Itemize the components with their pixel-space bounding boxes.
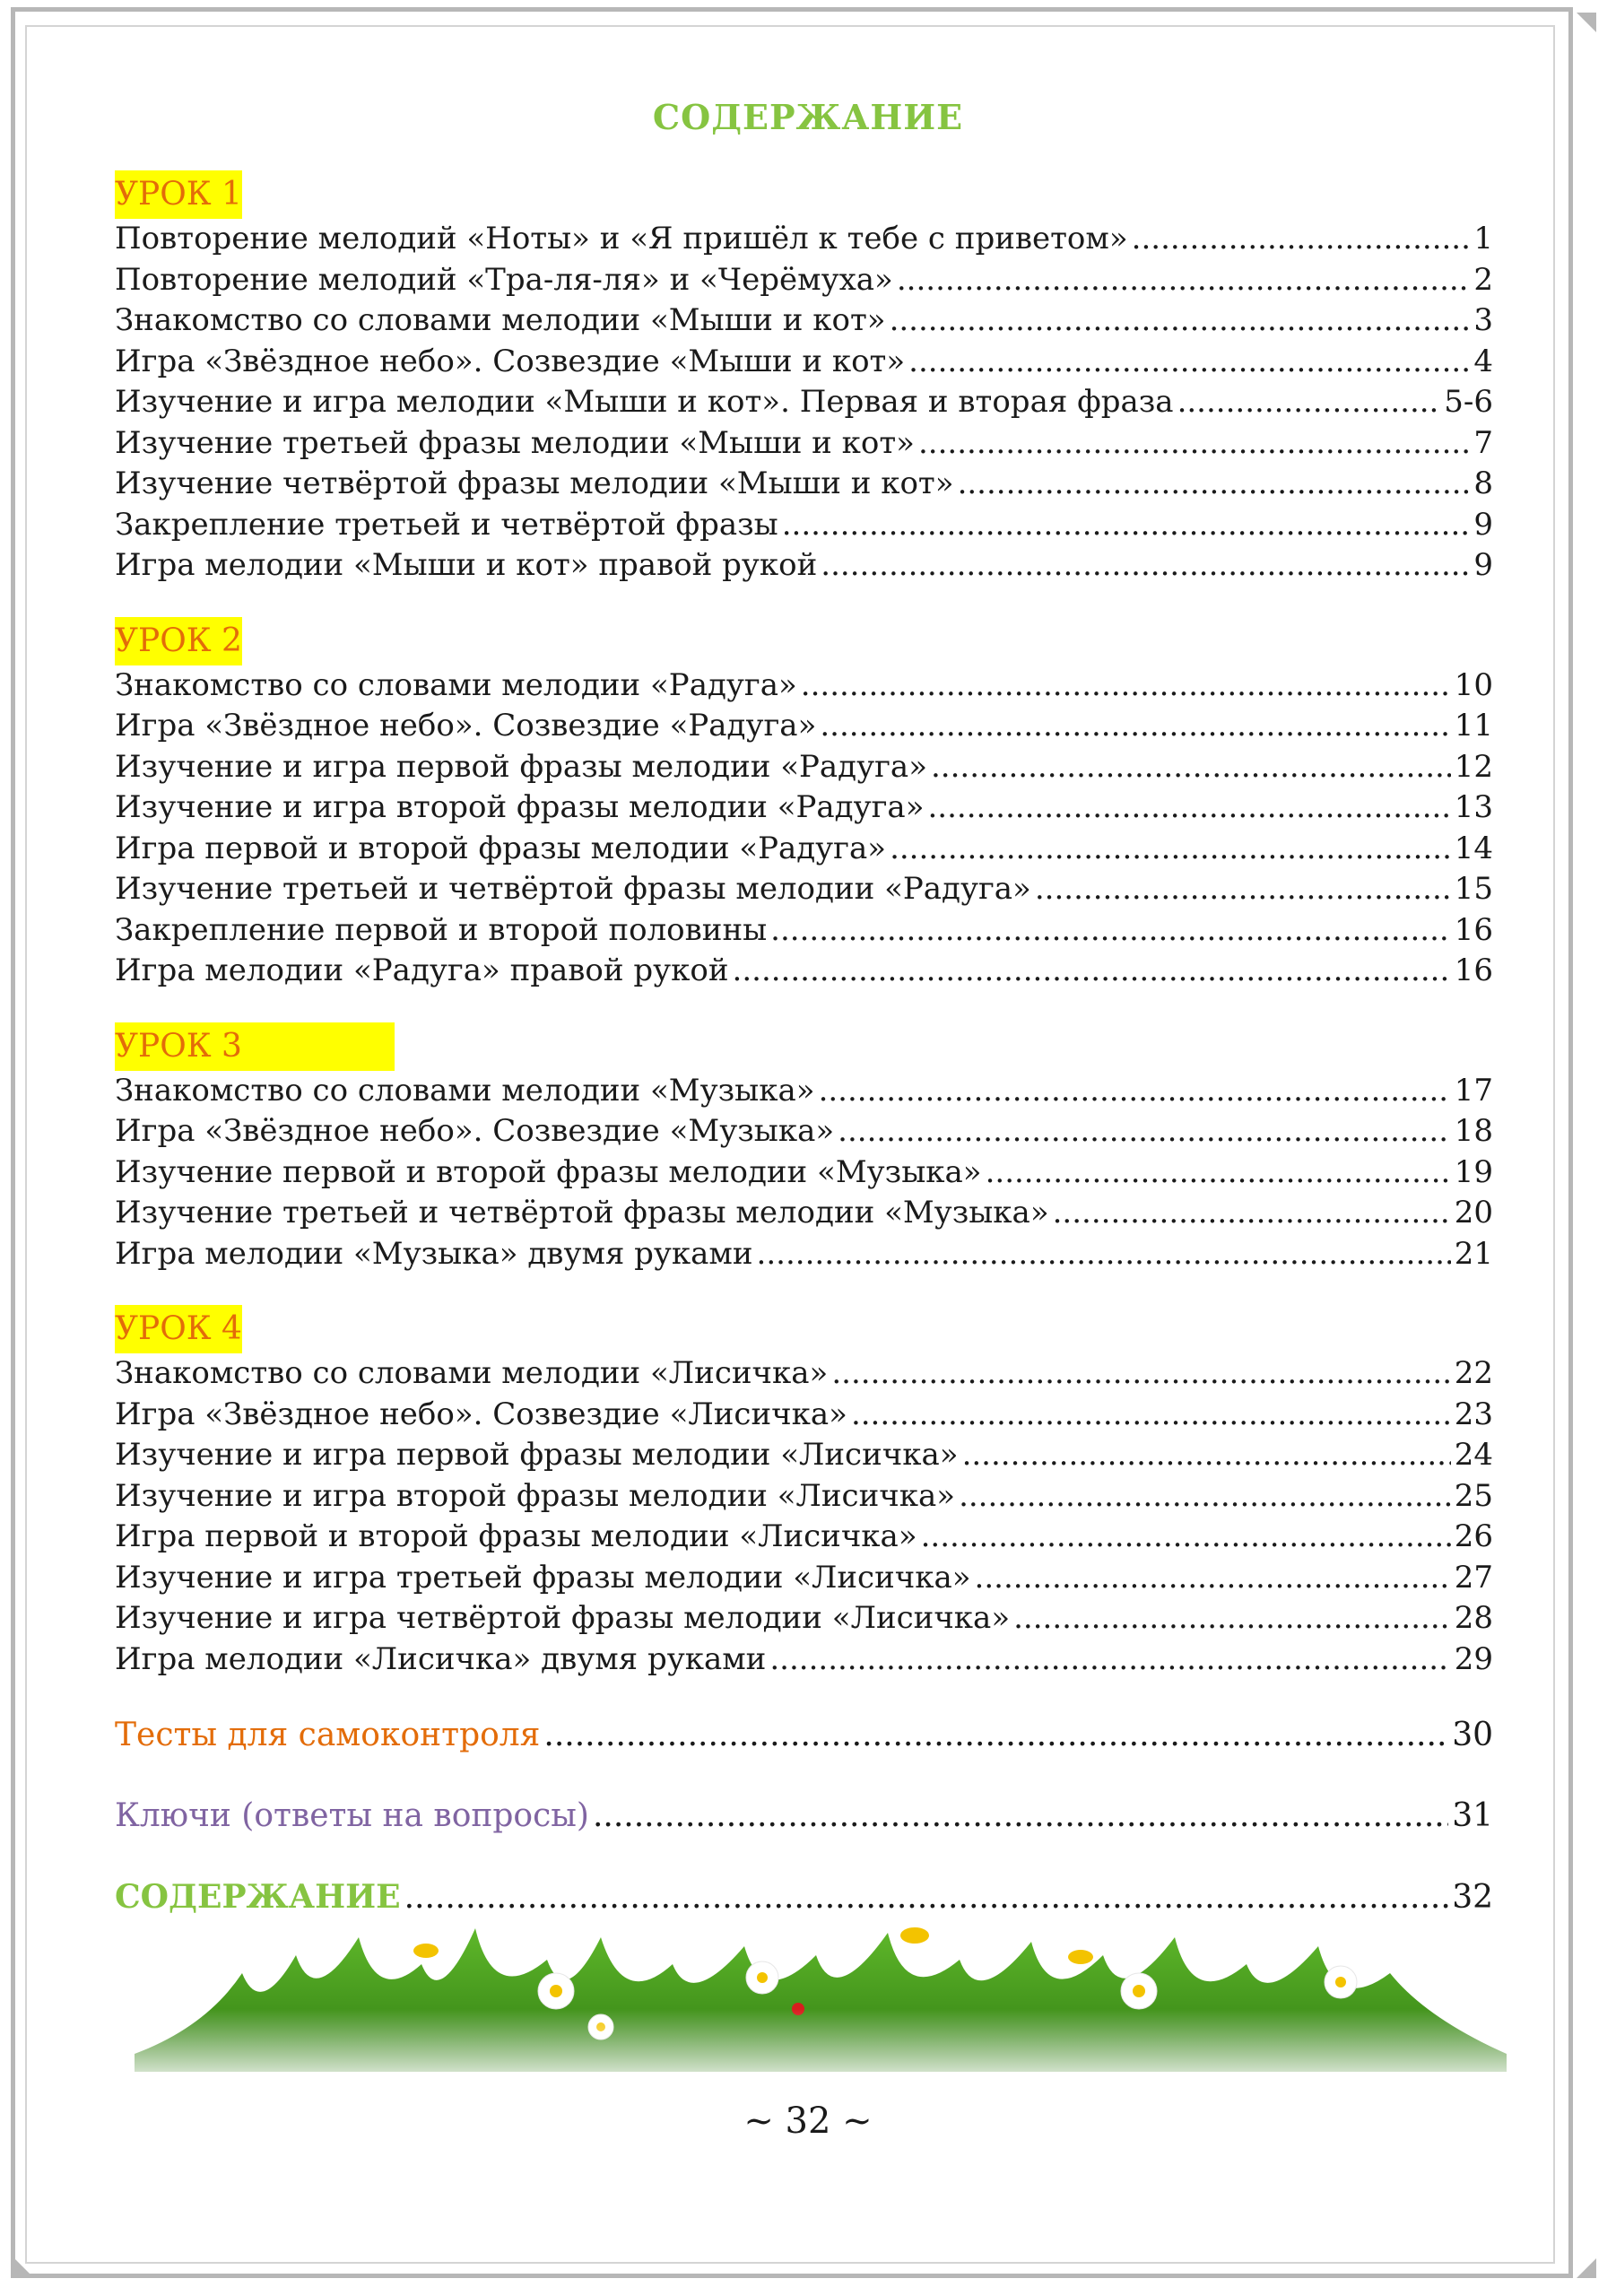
toc-entry-contents[interactable]: СОДЕРЖАНИЕ ..... 32: [115, 1872, 1493, 1923]
toc-entry[interactable]: Игра мелодии «Лисичка» двумя руками ..... 29: [115, 1639, 1493, 1681]
lesson-heading: УРОК 2: [115, 617, 1493, 665]
lesson-heading: УРОК 1: [115, 170, 1493, 219]
lesson-heading: УРОК 4: [115, 1305, 1493, 1353]
corner-ornament-icon: [13, 2257, 36, 2280]
toc-entry[interactable]: Закрепление третьей и четвёртой фразы ..... 9: [115, 505, 1493, 546]
toc-entry[interactable]: Игра «Звёздное небо». Созвездие «Мыши и кот» ..... 4: [115, 342, 1493, 383]
toc-entry[interactable]: Изучение первой и второй фразы мелодии «Музыка» ..... 19: [115, 1152, 1493, 1194]
toc-entry[interactable]: Изучение и игра второй фразы мелодии «Лисичка» ..... 25: [115, 1476, 1493, 1518]
appendix-entries: [115, 1710, 1493, 1923]
toc-entry[interactable]: Игра мелодии «Мыши и кот» правой рукой ..... 9: [115, 545, 1493, 587]
toc-entry[interactable]: Знакомство со словами мелодии «Музыка» ..... 17: [115, 1071, 1493, 1112]
lesson-heading: УРОК 3: [115, 1022, 1493, 1071]
toc-entry[interactable]: Изучение четвёртой фразы мелодии «Мыши и кот» ..... 8: [115, 464, 1493, 505]
corner-ornament-icon: [1575, 2257, 1598, 2280]
toc-entry[interactable]: Игра мелодии «Музыка» двумя руками ..... 21: [115, 1234, 1493, 1275]
toc-entry[interactable]: Игра первой и второй фразы мелодии «Радуга» ..... 14: [115, 829, 1493, 870]
toc-entry[interactable]: Изучение третьей и четвёртой фразы мелодии «Музыка» ..... 20: [115, 1193, 1493, 1234]
toc-entry[interactable]: Игра «Звёздное небо». Созвездие «Радуга» ..... 11: [115, 706, 1493, 747]
lesson-section: [115, 1022, 1493, 1275]
table-of-contents: [115, 170, 1493, 1923]
page-number: ~ 32 ~: [743, 2100, 873, 2142]
toc-entry[interactable]: Закрепление первой и второй половины ..... 16: [115, 910, 1493, 952]
toc-entry-tests[interactable]: Тесты для самоконтроля ..... 30: [115, 1710, 1493, 1761]
toc-entry[interactable]: Изучение и игра второй фразы мелодии «Радуга» ..... 13: [115, 787, 1493, 829]
lesson-section: [115, 617, 1493, 992]
toc-entry[interactable]: Повторение мелодий «Тра-ля-ля» и «Черёмуха» ..... 2: [115, 260, 1493, 301]
toc-entry[interactable]: Изучение и игра первой фразы мелодии «Радуга» ..... 12: [115, 747, 1493, 788]
toc-entry[interactable]: Изучение и игра четвёртой фразы мелодии «Лисичка» ..... 28: [115, 1598, 1493, 1639]
toc-entry[interactable]: Изучение и игра третьей фразы мелодии «Лисичка» ..... 27: [115, 1558, 1493, 1599]
toc-entry[interactable]: Игра «Звёздное небо». Созвездие «Музыка» ..... 18: [115, 1111, 1493, 1152]
page-title: СОДЕРЖАНИЕ: [652, 97, 964, 137]
toc-entry[interactable]: Игра «Звёздное небо». Созвездие «Лисичка» ..... 23: [115, 1395, 1493, 1436]
toc-entry[interactable]: Знакомство со словами мелодии «Лисичка» ..... 22: [115, 1353, 1493, 1395]
lesson-section: [115, 170, 1493, 587]
toc-entry[interactable]: Знакомство со словами мелодии «Радуга» ..... 10: [115, 665, 1493, 707]
toc-entry[interactable]: Знакомство со словами мелодии «Мыши и кот» ..... 3: [115, 300, 1493, 342]
corner-ornament-icon: [1575, 11, 1598, 34]
toc-entry[interactable]: Игра мелодии «Радуга» правой рукой ..... 16: [115, 951, 1493, 992]
toc-entry[interactable]: Изучение и игра первой фразы мелодии «Лисичка» ..... 24: [115, 1435, 1493, 1476]
toc-entry[interactable]: Изучение третьей фразы мелодии «Мыши и кот» ..... 7: [115, 423, 1493, 465]
toc-entry[interactable]: Повторение мелодий «Ноты» и «Я пришёл к тебе с приветом» ..... 1: [115, 219, 1493, 260]
toc-entry[interactable]: Изучение и игра мелодии «Мыши и кот». Первая и вторая фраза ..... 5-6: [115, 382, 1493, 423]
lesson-section: [115, 1305, 1493, 1680]
grass-flowers-illustration: [135, 1919, 1507, 2090]
toc-entry[interactable]: Изучение третьей и четвёртой фразы мелодии «Радуга» ..... 15: [115, 869, 1493, 910]
toc-entry-keys[interactable]: Ключи (ответы на вопросы) ..... 31: [115, 1791, 1493, 1841]
toc-entry[interactable]: Игра первой и второй фразы мелодии «Лисичка» ..... 26: [115, 1517, 1493, 1558]
